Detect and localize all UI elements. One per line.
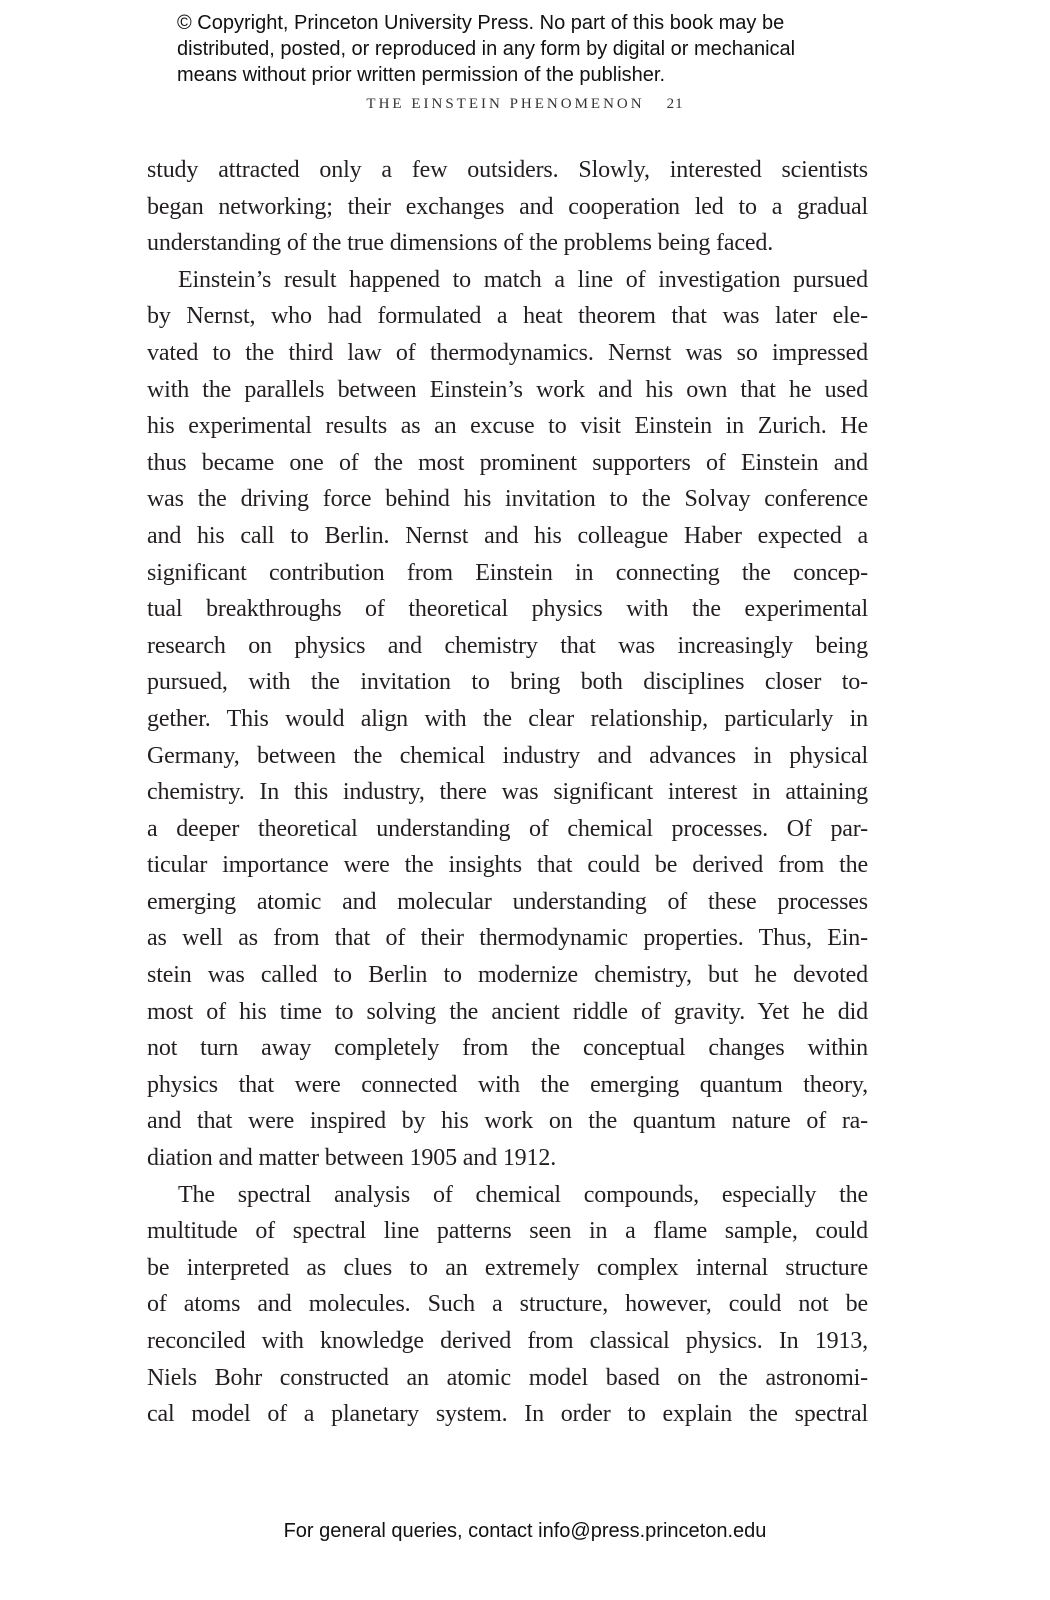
text-line: of atoms and molecules. Such a structure, however, could not be [147, 1291, 868, 1318]
text-line: his experimental results as an excuse to visit Einstein in Zurich. He [147, 413, 868, 440]
running-head-title: THE EINSTEIN PHENOMENON [366, 96, 645, 112]
text-line: not turn away completely from the conceptual changes within [147, 1035, 868, 1062]
body-text [147, 152, 868, 1433]
copyright-line: distributed, posted, or reproduced in any form by digital or mechanical [177, 38, 796, 60]
text-line: Einstein’s result happened to match a line of investigation pursued [178, 266, 868, 293]
copyright-notice [177, 10, 795, 88]
paragraph [147, 152, 868, 262]
text-line: with the parallels between Einstein’s work and his own that he used [147, 376, 868, 403]
text-line: thus became one of the most prominent supporters of Einstein and [147, 449, 868, 476]
text-line: pursued, with the invitation to bring both disciplines closer to- [147, 669, 868, 696]
page-number: 21 [666, 96, 684, 112]
text-line: ticular importance were the insights that could be derived from the [147, 852, 868, 879]
text-line: Germany, between the chemical industry and advances in physical [147, 742, 868, 769]
text-line: gether. This would align with the clear relationship, particularly in [147, 705, 868, 732]
text-line: most of his time to solving the ancient riddle of gravity. Yet he did [147, 998, 868, 1025]
text-line: vated to the third law of thermodynamics. Nernst was so impressed [147, 339, 868, 366]
text-line: and that were inspired by his work on the quantum nature of ra- [147, 1108, 868, 1135]
text-line: be interpreted as clues to an extremely complex internal structure [147, 1254, 868, 1281]
text-line: multitude of spectral line patterns seen in a flame sample, could [147, 1218, 868, 1245]
text-line: was the driving force behind his invitation to the Solvay conference [147, 486, 868, 513]
copyright-line: © Copyright, Princeton University Press. No part of this book may be [177, 12, 785, 34]
text-line: diation and matter between 1905 and 1912. [147, 1145, 557, 1172]
text-line: chemistry. In this industry, there was significant interest in attaining [147, 779, 868, 806]
text-line: significant contribution from Einstein in connecting the concep- [147, 559, 868, 586]
text-line: as well as from that of their thermodynamic properties. Thus, Ein- [147, 925, 868, 952]
text-line: by Nernst, who had formulated a heat theorem that was later ele- [147, 303, 868, 330]
paragraph [147, 262, 868, 1177]
text-line: tual breakthroughs of theoretical physics with the experimental [147, 596, 868, 623]
text-line: understanding of the true dimensions of the problems being faced. [147, 230, 774, 257]
text-line: reconciled with knowledge derived from classical physics. In 1913, [147, 1328, 868, 1354]
text-line: research on physics and chemistry that was increasingly being [147, 632, 868, 659]
text-line: a deeper theoretical understanding of chemical processes. Of par- [147, 815, 868, 842]
text-line: cal model of a planetary system. In order to explain the spectral [147, 1401, 868, 1428]
running-head [0, 96, 1050, 113]
text-line: physics that were connected with the emerging quantum theory, [147, 1071, 868, 1098]
footer-contact: For general queries, contact info@press.princeton.edu [283, 1520, 767, 1542]
text-line: emerging atomic and molecular understanding of these processes [147, 888, 868, 915]
copyright-line: means without prior written permission of the publisher. [177, 64, 666, 86]
text-line: Niels Bohr constructed an atomic model based on the astronomi- [147, 1364, 868, 1391]
paragraph [147, 1177, 868, 1433]
text-line: and his call to Berlin. Nernst and his colleague Haber expected a [147, 522, 868, 549]
text-line: The spectral analysis of chemical compounds, especially the [178, 1181, 868, 1208]
text-line: study attracted only a few outsiders. Slowly, interested scientists [147, 157, 868, 183]
text-line: began networking; their exchanges and cooperation led to a gradual [147, 193, 868, 220]
text-line: stein was called to Berlin to modernize chemistry, but he devoted [147, 962, 868, 989]
